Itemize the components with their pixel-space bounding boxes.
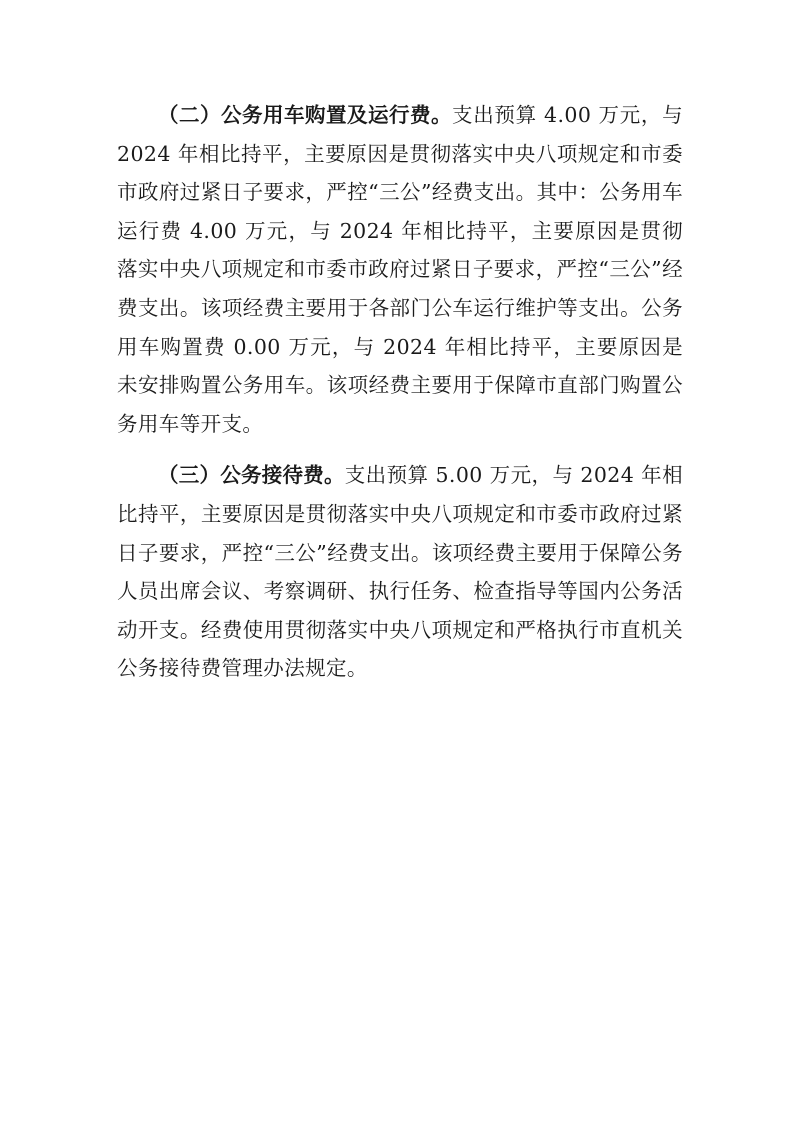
section-body-reception: 支出预算 5.00 万元，与 2024 年相比持平，主要原因是贯彻落实中央八项规定和市委市政府过紧日子要求，严控“三公”经费支出。该项经费主要用于保障公务人员出席会议、考察调研、执行任务、检查指导等国内公务活动开支。经费使用贯彻落实中央八项规定和严格执行市直机关公务接待费管理办法规定。 — [117, 463, 683, 681]
section-reception-expenses — [117, 456, 683, 688]
document-page — [117, 96, 683, 701]
section-heading-vehicle: （二）公务用车购置及运行费。 — [158, 103, 453, 127]
section-body-vehicle: 支出预算 4.00 万元，与 2024 年相比持平，主要原因是贯彻落实中央八项规定和市委市政府过紧日子要求，严控“三公”经费支出。其中：公务用车运行费 4.00 万元，与 2024 年相比持平，主要原因是贯彻落实中央八项规定和市委市政府过紧日子要求，严控“三公”经费支出。该项经费主要用于各部门公车运行维护等支出。公务用车购置费 0.00 万元，与 2024 年相比持平，主要原因是未安排购置公务用车。该项经费主要用于保障市直部门购置公务用车等开支。 — [117, 103, 683, 436]
section-heading-reception: （三）公务接待费。 — [158, 463, 345, 488]
section-vehicle-expenses — [117, 96, 683, 443]
